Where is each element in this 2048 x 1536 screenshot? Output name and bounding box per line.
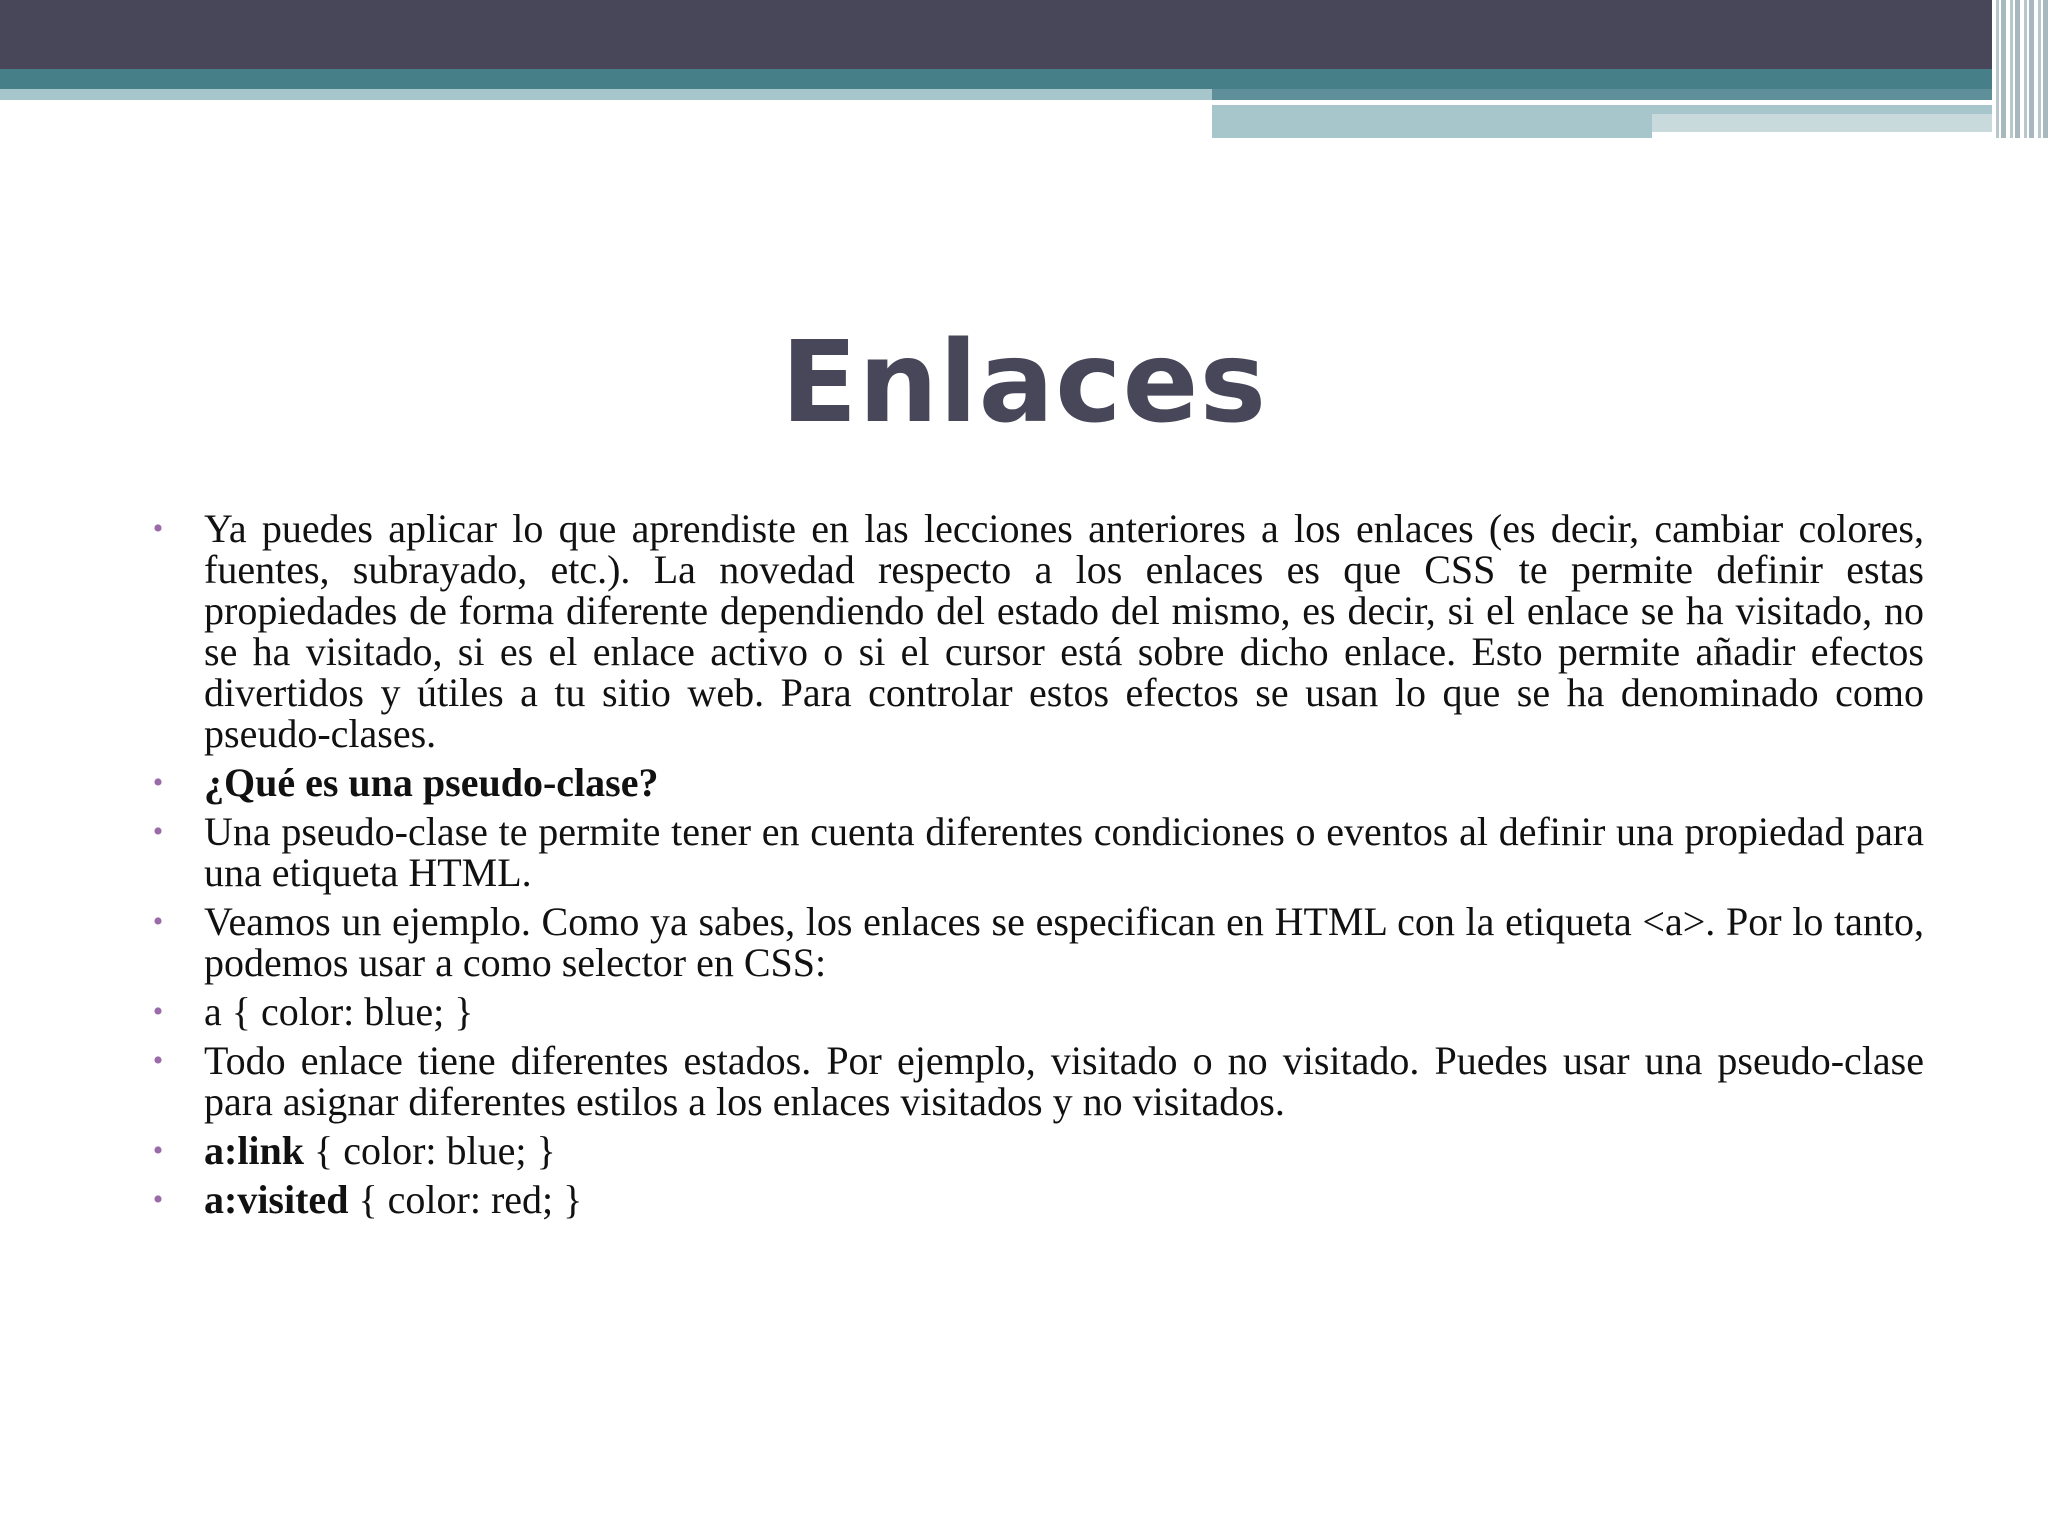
bullet-item-example	[146, 901, 1924, 983]
bullet-dot-icon: •	[152, 905, 164, 938]
bullet-dot-icon: •	[152, 815, 164, 848]
bullet-text: ¿Qué es una pseudo-clase?	[204, 760, 659, 805]
bullet-item-states	[146, 1040, 1924, 1122]
header-band-light-left	[0, 89, 1212, 100]
bullet-item-intro	[146, 508, 1924, 754]
bullet-list	[146, 508, 1924, 1220]
header-right-stripes	[1992, 0, 2048, 138]
bullet-item-question	[146, 762, 1924, 803]
bullet-text: a { color: blue; }	[204, 989, 474, 1034]
bullet-item-code-a	[146, 991, 1924, 1032]
bullet-dot-icon: •	[152, 1183, 164, 1216]
slide-content	[146, 508, 1924, 1228]
header-band-step-1	[1212, 105, 2022, 114]
code-selector: a:visited	[204, 1177, 349, 1222]
header-band-step-2	[1212, 114, 1652, 138]
bullet-text: Una pseudo-clase te permite tener en cuenta diferentes condiciones o eventos al definir una propiedad para una etiqueta HTML.	[204, 809, 1924, 895]
bullet-dot-icon: •	[152, 995, 164, 1028]
code-rule: { color: blue; }	[304, 1128, 556, 1173]
bullet-dot-icon: •	[152, 1134, 164, 1167]
bullet-dot-icon: •	[152, 1044, 164, 1077]
header-band-teal	[0, 69, 2048, 89]
bullet-item-definition	[146, 811, 1924, 893]
code-selector: a:link	[204, 1128, 305, 1173]
code-rule: { color: red; }	[348, 1177, 583, 1222]
bullet-dot-icon: •	[152, 512, 164, 545]
slide-title: Enlaces	[780, 318, 1268, 448]
bullet-dot-icon: •	[152, 766, 164, 799]
header-band-step-3	[1652, 114, 2022, 132]
header-band-dark	[0, 0, 2048, 69]
bullet-text: Todo enlace tiene diferentes estados. Por ejemplo, visitado o no visitado. Puedes usar una pseudo-clase para asignar diferentes estilos a los enlaces visitados y no visitados.	[204, 1038, 1924, 1124]
header-band-light-right	[1212, 89, 2022, 100]
bullet-text: Ya puedes aplicar lo que aprendiste en las lecciones anteriores a los enlaces (es decir, cambiar colores, fuentes, subrayado, etc.). La novedad respecto a los enlaces es que CSS te permite definir estas propiedades de forma diferente dependiendo del estado del mismo, es decir, si el enlace se ha visitado, no se ha visitado, si es el enlace activo o si el cursor está sobre dicho enlace. Esto permite añadir efectos divertidos y útiles a tu sitio web. Para controlar estos efectos se usan lo que se ha denominado como pseudo-clases.	[204, 506, 1924, 756]
bullet-item-code-link	[146, 1130, 1924, 1171]
bullet-item-code-visited	[146, 1179, 1924, 1220]
bullet-text: Veamos un ejemplo. Como ya sabes, los enlaces se especifican en HTML con la etiqueta <a>. Por lo tanto, podemos usar a como selector en CSS:	[204, 899, 1924, 985]
